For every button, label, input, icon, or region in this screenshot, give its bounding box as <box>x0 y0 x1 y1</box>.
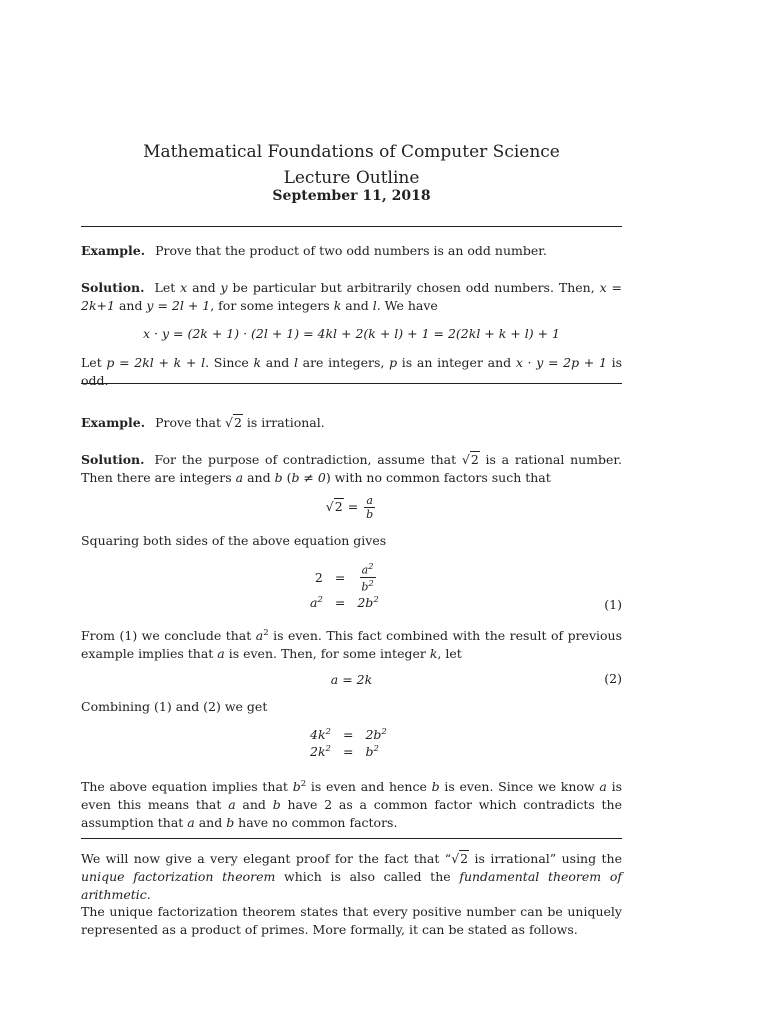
sqrt-sign: √ <box>461 452 470 467</box>
eq-rhs-expr: 2b <box>365 727 382 743</box>
eq-lhs-expr: 2k <box>310 744 326 760</box>
eq-rhs-expr: 2b <box>357 595 374 611</box>
numerator <box>360 561 376 578</box>
squaring-text: Squaring both sides of the above equation gives <box>81 533 387 548</box>
example-label: Example. <box>81 243 146 258</box>
term-unique-factorization: unique factorization theorem <box>81 869 276 884</box>
equation-number-2: (2) <box>604 671 622 686</box>
text: and <box>194 815 227 831</box>
math-expr: p = 2kl + k + l <box>106 355 206 370</box>
solution-text: and <box>114 298 147 313</box>
math-var: k <box>429 646 438 662</box>
text: is even this means that <box>81 779 623 813</box>
solution-text: For the purpose of contradiction, assume that <box>154 452 462 467</box>
text: Let <box>81 355 107 370</box>
exponent: 2 <box>317 595 323 606</box>
math-var: l <box>293 355 298 370</box>
sqrt-expr <box>326 498 344 516</box>
math-var: b <box>274 470 283 485</box>
eq-rhs <box>359 726 392 743</box>
eq-op: = <box>334 595 346 611</box>
math-var: b <box>431 779 440 795</box>
text: We will now give a very elegant proof for the fact that “ <box>81 851 452 866</box>
math-var: b <box>272 797 281 813</box>
sqrt-sign: √ <box>224 415 233 430</box>
math-var: k <box>253 355 262 370</box>
example-text: is irrational. <box>242 415 325 430</box>
eq-lhs: 2 <box>314 569 323 585</box>
from-1-paragraph <box>81 624 622 663</box>
example-text: Prove that the product of two odd numbers is an odd number. <box>155 243 547 258</box>
math-var: a <box>255 628 264 644</box>
text: is even. This fact combined with the result of previous example implies that <box>81 628 623 662</box>
eq-op: = <box>342 744 354 760</box>
text: have no common factors. <box>234 815 398 831</box>
math-expr: y = 2l + 1 <box>146 298 211 313</box>
math-var: k <box>333 298 342 313</box>
math-var: a <box>228 797 236 813</box>
radicand: 2 <box>460 851 469 866</box>
term-fundamental-theorem: fundamental theorem of arithmetic <box>81 869 622 902</box>
equation-block-1 <box>304 560 385 611</box>
math-var: a <box>235 470 244 485</box>
text: have 2 as a common factor which contradicts the assumption that <box>81 797 622 831</box>
radicand: 2 <box>233 415 242 430</box>
solution-1 <box>81 279 622 315</box>
math-expr: x = 2k+1 <box>81 280 623 313</box>
exponent: 2 <box>325 744 331 755</box>
section-rule <box>81 838 622 839</box>
unique-factorization-paragraph: The unique factorization theorem states that every positive number can be uniquely represented as a product of primes. More formally, it can be stated as follows. <box>81 904 622 937</box>
denominator: b <box>366 508 374 521</box>
sqrt-equation <box>81 494 622 521</box>
math-var: l <box>372 298 377 313</box>
eq-lhs <box>304 594 329 611</box>
solution-label: Solution. <box>81 280 145 295</box>
text: is odd. <box>81 355 623 388</box>
solution-1-conclusion <box>81 354 622 390</box>
equation-number-1: (1) <box>604 597 622 612</box>
equals-sign: = <box>343 499 363 514</box>
text: is even and hence <box>306 779 432 795</box>
text: . <box>146 887 151 902</box>
eq-rhs-expr: b <box>365 744 374 760</box>
text: , let <box>437 646 462 662</box>
math-var: a <box>217 646 225 662</box>
product-equation: x · y = (2k + 1) · (2l + 1) = 4kl + 2(k + l) + 1 = 2(2kl + k + l) + 1 <box>143 326 560 341</box>
eq-rhs <box>359 743 392 760</box>
math-var: a <box>599 779 607 795</box>
section-rule <box>81 383 622 384</box>
text: The above equation implies that <box>81 779 293 795</box>
example-text: Prove that <box>155 415 225 430</box>
exponent: 2 <box>373 744 379 755</box>
sqrt-expr <box>462 451 480 469</box>
radicand: 2 <box>470 452 479 467</box>
solution-text: and <box>341 298 373 313</box>
text: From (1) we conclude that <box>81 628 256 644</box>
eq-op: = <box>342 727 354 743</box>
exponent: 2 <box>373 595 379 606</box>
sqrt-expr <box>225 414 243 432</box>
example-2 <box>81 414 622 432</box>
math-var: b <box>292 779 301 795</box>
numerator-var: a <box>361 563 369 577</box>
numerator: a <box>366 494 373 507</box>
exponent: 2 <box>325 727 331 737</box>
eq-lhs-expr: 4k <box>310 727 326 743</box>
fraction <box>359 561 375 593</box>
text: is even. Since we know <box>439 779 600 795</box>
exponent: 2 <box>300 779 307 789</box>
eq-op: = <box>334 569 346 585</box>
document-title: Mathematical Foundations of Computer Science <box>143 142 560 162</box>
eq-rhs <box>351 560 384 594</box>
text: are integers, <box>297 355 390 370</box>
solution-text: ( <box>282 470 292 485</box>
section-rule <box>81 226 622 227</box>
equation-block-2 <box>304 726 393 760</box>
denominator-var: b <box>361 580 369 594</box>
solution-text: . We have <box>376 298 438 313</box>
math-expr: x · y = 2p + 1 <box>515 355 607 370</box>
solution-text: ) with no common factors such that <box>325 470 551 485</box>
eq-lhs <box>304 743 337 760</box>
text: is even. Then, for some integer <box>224 646 430 662</box>
solution-text: and <box>187 280 221 295</box>
document-subtitle: Lecture Outline <box>283 168 420 188</box>
eq-lhs-var: a <box>310 595 318 611</box>
exponent: 2 <box>381 727 387 737</box>
sqrt-expr <box>451 850 469 868</box>
example-1 <box>81 242 622 260</box>
math-var: b <box>226 815 235 831</box>
fraction <box>364 494 375 521</box>
text: is irrational” using the <box>469 851 622 866</box>
eq-lhs <box>304 726 337 743</box>
radicand: 2 <box>334 499 343 514</box>
solution-2 <box>81 451 622 487</box>
solution-text: Let <box>154 280 181 295</box>
document-page <box>81 0 622 1024</box>
implies-paragraph <box>81 775 622 832</box>
text: and <box>235 797 273 813</box>
text: and <box>261 355 294 370</box>
text: is an integer and <box>397 355 516 370</box>
document-date: September 11, 2018 <box>272 188 431 204</box>
text: . Since <box>205 355 254 370</box>
math-var: x <box>180 280 188 295</box>
equation-2: a = 2k <box>330 672 373 687</box>
math-var: a <box>187 815 195 831</box>
sqrt-sign: √ <box>451 851 460 866</box>
denominator <box>359 578 375 594</box>
exponent: 2 <box>263 628 269 638</box>
solution-text: be particular but arbitrarily chosen odd numbers. Then, <box>227 280 600 295</box>
combining-text: Combining (1) and (2) we get <box>81 699 268 714</box>
exponent: 2 <box>368 578 374 589</box>
solution-text: and <box>243 470 275 485</box>
math-expr: b ≠ 0 <box>291 470 326 485</box>
sqrt-sign: √ <box>325 499 334 514</box>
text: which is also called the <box>275 869 460 884</box>
solution-label: Solution. <box>81 452 145 467</box>
solution-text: , for some integers <box>210 298 334 313</box>
exponent: 2 <box>368 562 374 572</box>
solution-text: is a rational number. Then there are integers <box>81 452 622 485</box>
math-var: y <box>220 280 228 295</box>
elegant-proof-paragraph <box>81 850 622 904</box>
example-label: Example. <box>81 415 146 430</box>
math-var: p <box>389 355 398 370</box>
eq-rhs <box>351 594 384 611</box>
